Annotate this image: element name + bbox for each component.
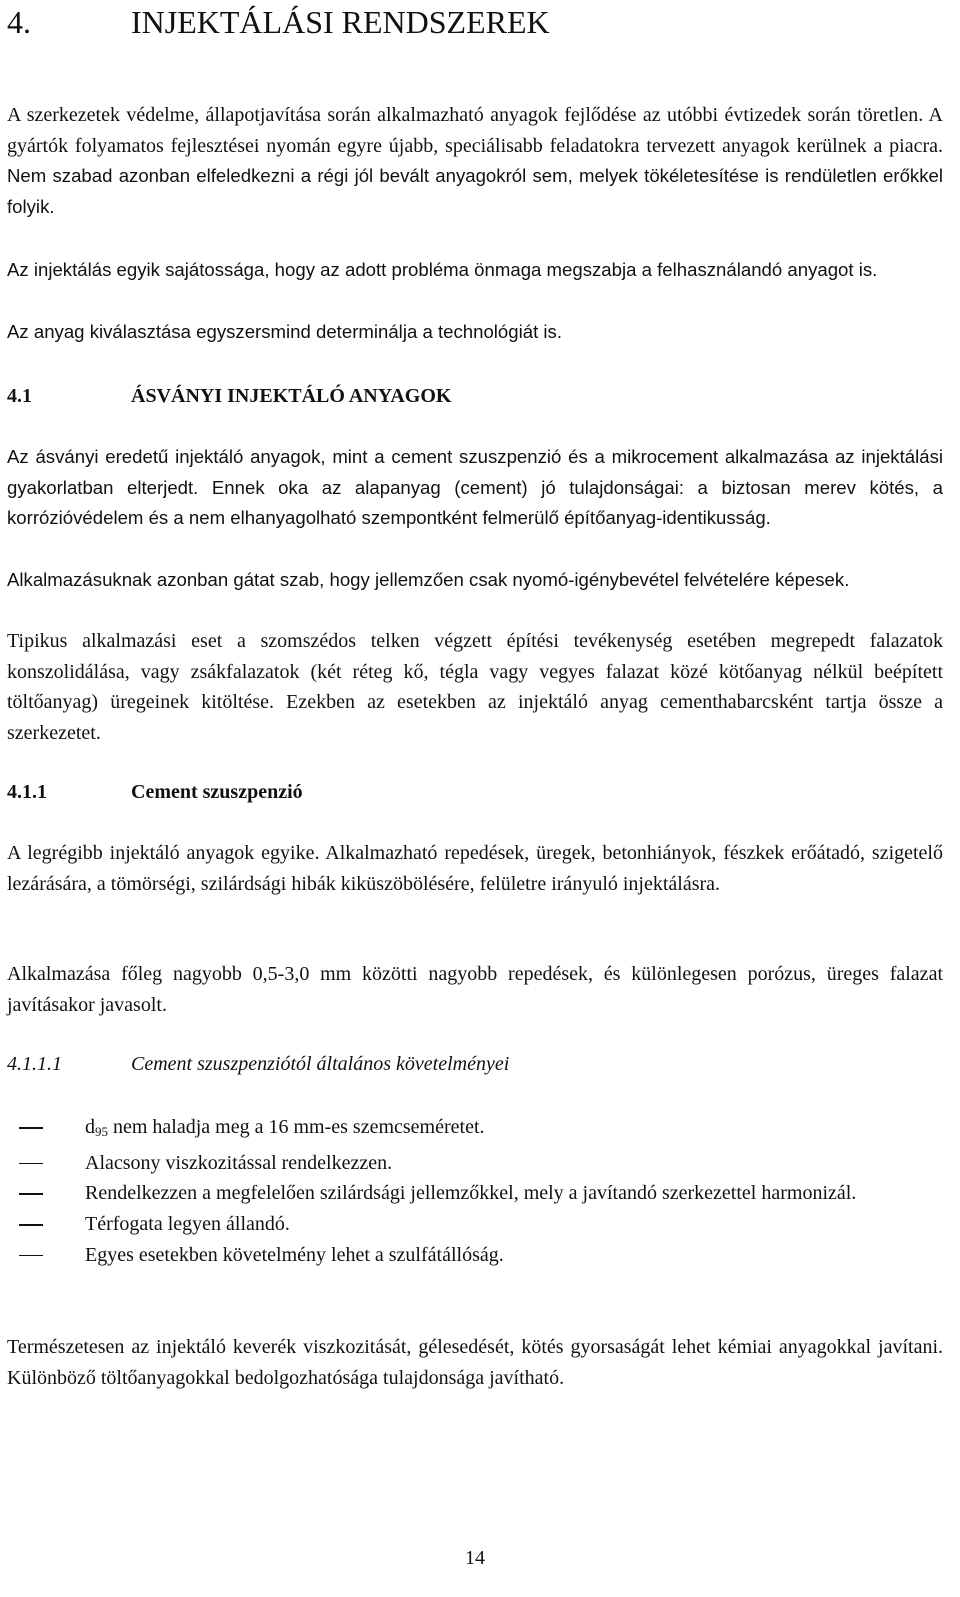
page-number: 14 [465, 1547, 485, 1569]
list-item-text: Egyes esetekben követelmény lehet a szulfátállóság. [85, 1243, 504, 1266]
chapter-number: 4. [7, 4, 31, 40]
dash-bullet-icon [19, 1255, 43, 1257]
dash-bullet-icon [19, 1193, 43, 1195]
list-item [7, 1112, 943, 1148]
list-item [7, 1240, 943, 1271]
dash-bullet-icon [19, 1163, 43, 1165]
section-4111-number: 4.1.1.1 [7, 1053, 62, 1075]
list-item-text: Rendelkezzen a megfelelően szilárdsági jellemzőkkel, mely a javítandó szerkezettel harmonizál. [85, 1182, 857, 1205]
dash-bullet-icon [19, 1224, 43, 1226]
section-41-text-a: Az ásványi eredetű injektáló anyagok, mint a cement szuszpenzió és a mikrocement alkalmazása az injektálási gyakorlatban elterjedt. [7, 446, 943, 498]
intro-paragraph-1 [7, 100, 943, 223]
intro-paragraph-3: Az anyag kiválasztása egyszersmind determinálja a technológiát is. [7, 321, 562, 342]
chapter-title: INJEKTÁLÁSI RENDSZEREK [131, 4, 550, 40]
section-411-paragraph-2: Alkalmazása főleg nagyobb 0,5-3,0 mm közötti nagyobb repedések, és különlegesen porózus, üreges falazat javításakor javasolt. [7, 963, 943, 1016]
section-41-paragraph-3: Tipikus alkalmazási eset a szomszédos telken végzett építési tevékenység esetében megrepedt falazatok konszolidálása, vagy zsákfalazatok (két réteg kő, tégla vagy vegyes falazat közé kötőanyag nélkül beépített töltőanyag) üregeinek kitöltése. Ezekben az esetekben az injektáló anyag cementhabarcsként tartja össze a szerkezetet. [7, 630, 943, 745]
section-41-paragraph-1 [7, 442, 943, 534]
section-4111-title: Cement szuszpenziótól általános követelményei [131, 1053, 510, 1075]
list-item [7, 1148, 943, 1179]
dash-bullet-icon [19, 1127, 43, 1129]
intro-paragraph-2: Az injektálás egyik sajátossága, hogy az adott probléma önmaga megszabja a felhasználandó anyagot is. [7, 259, 878, 280]
intro-text-serif: A szerkezetek védelme, állapotjavítása során alkalmazható anyagok fejlődése az utóbbi évtizedek során töretlen. A gyártók folyamatos fejlesztései nyomán egyre újabb, speciálisabb feladatokra tervezett anyagok kerülnek a piacra. [7, 104, 943, 157]
section-41-title: ÁSVÁNYI INJEKTÁLÓ ANYAGOK [131, 385, 452, 407]
list-item [7, 1178, 943, 1209]
intro-text-sans: Nem szabad azonban elfeledkezni a régi jól bevált anyagokról sem, melyek tökéletesítése is rendületlen erőkkel folyik. [7, 165, 943, 218]
list-item-text: Térfogata legyen állandó. [85, 1213, 290, 1236]
list-item-text: d [85, 1116, 95, 1138]
requirements-list [7, 1112, 943, 1271]
section-41-number: 4.1 [7, 385, 32, 407]
section-411-title: Cement szuszpenzió [131, 781, 303, 803]
closing-paragraph: Természetesen az injektáló keverék viszkozitását, gélesedését, kötés gyorsaságát lehet kémiai anyagokkal javítani. Különböző töltőanyagokkal bedolgozhatósága tulajdonsága javítható. [7, 1336, 943, 1389]
subscript: 95 [95, 1124, 108, 1139]
list-item-text: nem haladja meg a 16 mm-es szemcseméretet. [108, 1116, 485, 1138]
section-41-paragraph-2: Alkalmazásuknak azonban gátat szab, hogy jellemzően csak nyomó-igénybevétel felvételére képesek. [7, 569, 850, 590]
list-item [7, 1209, 943, 1240]
section-411-number: 4.1.1 [7, 781, 47, 803]
section-41-text-b: Ennek oka az alapanyag (cement) jó tulajdonságai: a biztosan merev kötés, a korrózióvédelem és a nem elhanyagolható szempontként felmerülő építőanyag-identikusság. [7, 476, 943, 529]
list-item-text: Alacsony viszkozitással rendelkezzen. [85, 1151, 393, 1174]
section-411-paragraph-1: A legrégibb injektáló anyagok egyike. Alkalmazható repedések, üregek, betonhiányok, fészkek erőátadó, szigetelő lezárására, a tömörségi, szilárdsági hibák kiküszöbölésére, felületre irányuló injektálásra. [7, 842, 943, 895]
